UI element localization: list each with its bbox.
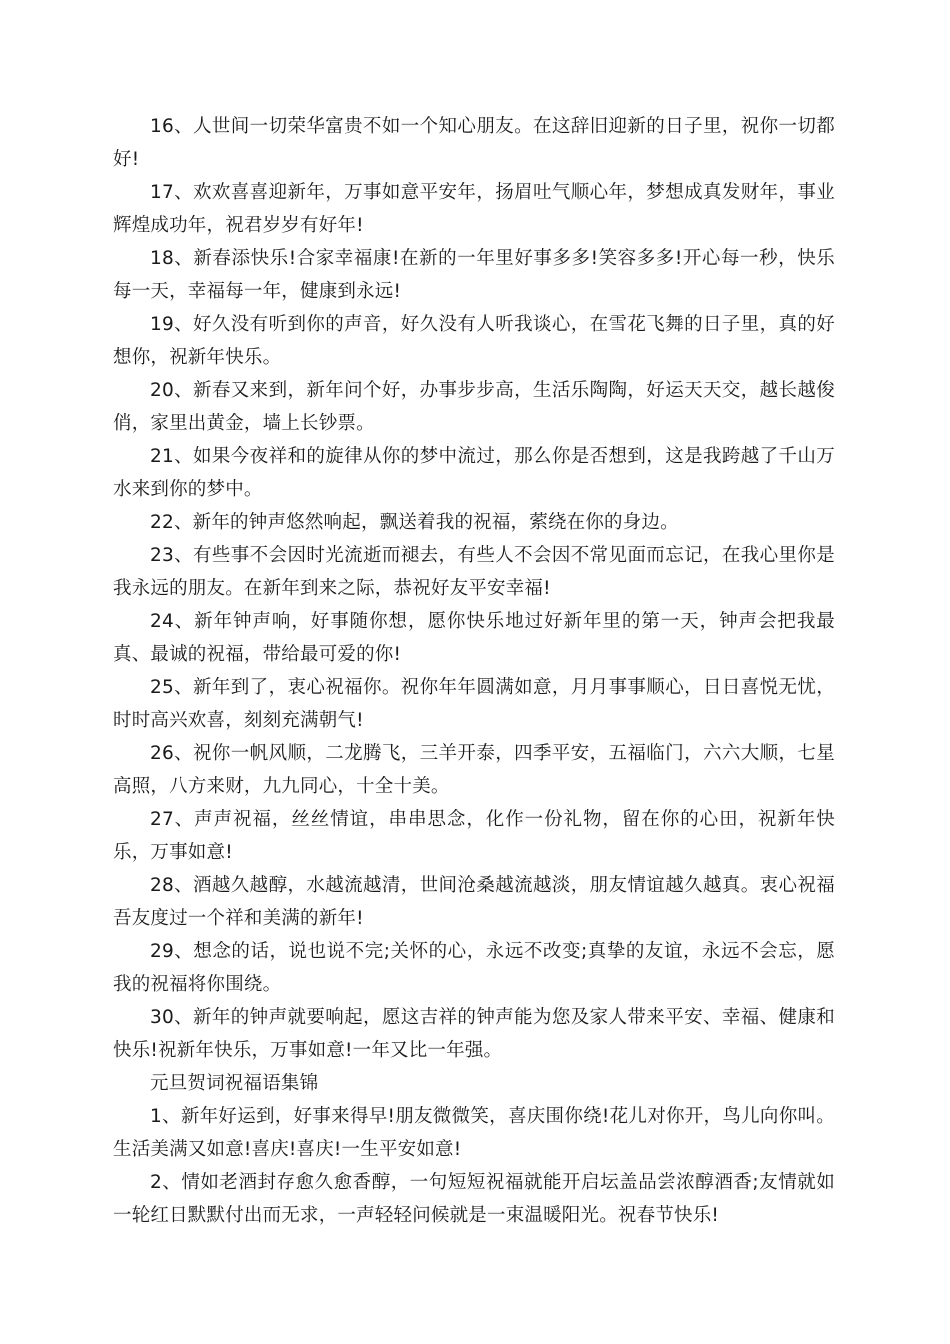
wish-paragraph: 1、新年好运到，好事来得早!朋友微微笑，喜庆围你绕!花儿对你开，鸟儿向你叫。生活美满又如意!喜庆!喜庆!一生平安如意! (113, 1106, 835, 1160)
wish-paragraph: 27、声声祝福，丝丝情谊，串串思念，化作一份礼物，留在你的心田，祝新年快乐，万事如意! (113, 809, 835, 863)
wish-paragraph: 16、人世间一切荣华富贵不如一个知心朋友。在这辞旧迎新的日子里，祝你一切都好! (113, 116, 835, 170)
wish-paragraph: 25、新年到了，衷心祝福你。祝你年年圆满如意，月月事事顺心，日日喜悦无忧，时时高兴欢喜，刻刻充满朝气! (113, 677, 835, 731)
wish-paragraph: 23、有些事不会因时光流逝而褪去，有些人不会因不常见面而忘记，在我心里你是我永远的朋友。在新年到来之际，恭祝好友平安幸福! (113, 545, 835, 599)
document-body (113, 110, 835, 1232)
wish-paragraph: 28、酒越久越醇，水越流越清，世间沧桑越流越淡，朋友情谊越久越真。衷心祝福吾友度过一个祥和美满的新年! (113, 875, 835, 929)
wish-paragraph: 21、如果今夜祥和的旋律从你的梦中流过，那么你是否想到，这是我跨越了千山万水来到你的梦中。 (113, 446, 835, 500)
wish-paragraph: 29、想念的话，说也说不完;关怀的心，永远不改变;真挚的友谊，永远不会忘，愿我的祝福将你围绕。 (113, 941, 835, 995)
wish-paragraph: 20、新春又来到，新年问个好，办事步步高，生活乐陶陶，好运天天交，越长越俊俏，家里出黄金，墙上长钞票。 (113, 380, 835, 434)
wish-paragraph: 26、祝你一帆风顺，二龙腾飞，三羊开泰，四季平安，五福临门，六六大顺，七星高照，八方来财，九九同心，十全十美。 (113, 743, 835, 797)
wish-paragraph: 19、好久没有听到你的声音，好久没有人听我谈心，在雪花飞舞的日子里，真的好想你，祝新年快乐。 (113, 314, 835, 368)
wish-paragraph: 24、新年钟声响，好事随你想，愿你快乐地过好新年里的第一天，钟声会把我最真、最诚的祝福，带给最可爱的你! (113, 611, 835, 665)
wish-paragraph: 22、新年的钟声悠然响起，飘送着我的祝福，萦绕在你的身边。 (150, 512, 679, 533)
wish-paragraph: 18、新春添快乐!合家幸福康!在新的一年里好事多多!笑容多多!开心每一秒，快乐每一天，幸福每一年，健康到永远! (113, 248, 835, 302)
wish-paragraph: 30、新年的钟声就要响起，愿这吉祥的钟声能为您及家人带来平安、幸福、健康和快乐!祝新年快乐，万事如意!一年又比一年强。 (113, 1007, 835, 1061)
section-heading: 元旦贺词祝福语集锦 (150, 1073, 319, 1094)
wish-paragraph: 2、情如老酒封存愈久愈香醇，一句短短祝福就能开启坛盖品尝浓醇酒香;友情就如一轮红日默默付出而无求，一声轻轻问候就是一束温暖阳光。祝春节快乐! (113, 1172, 835, 1226)
wish-paragraph: 17、欢欢喜喜迎新年，万事如意平安年，扬眉吐气顺心年，梦想成真发财年，事业辉煌成功年，祝君岁岁有好年! (113, 182, 835, 236)
